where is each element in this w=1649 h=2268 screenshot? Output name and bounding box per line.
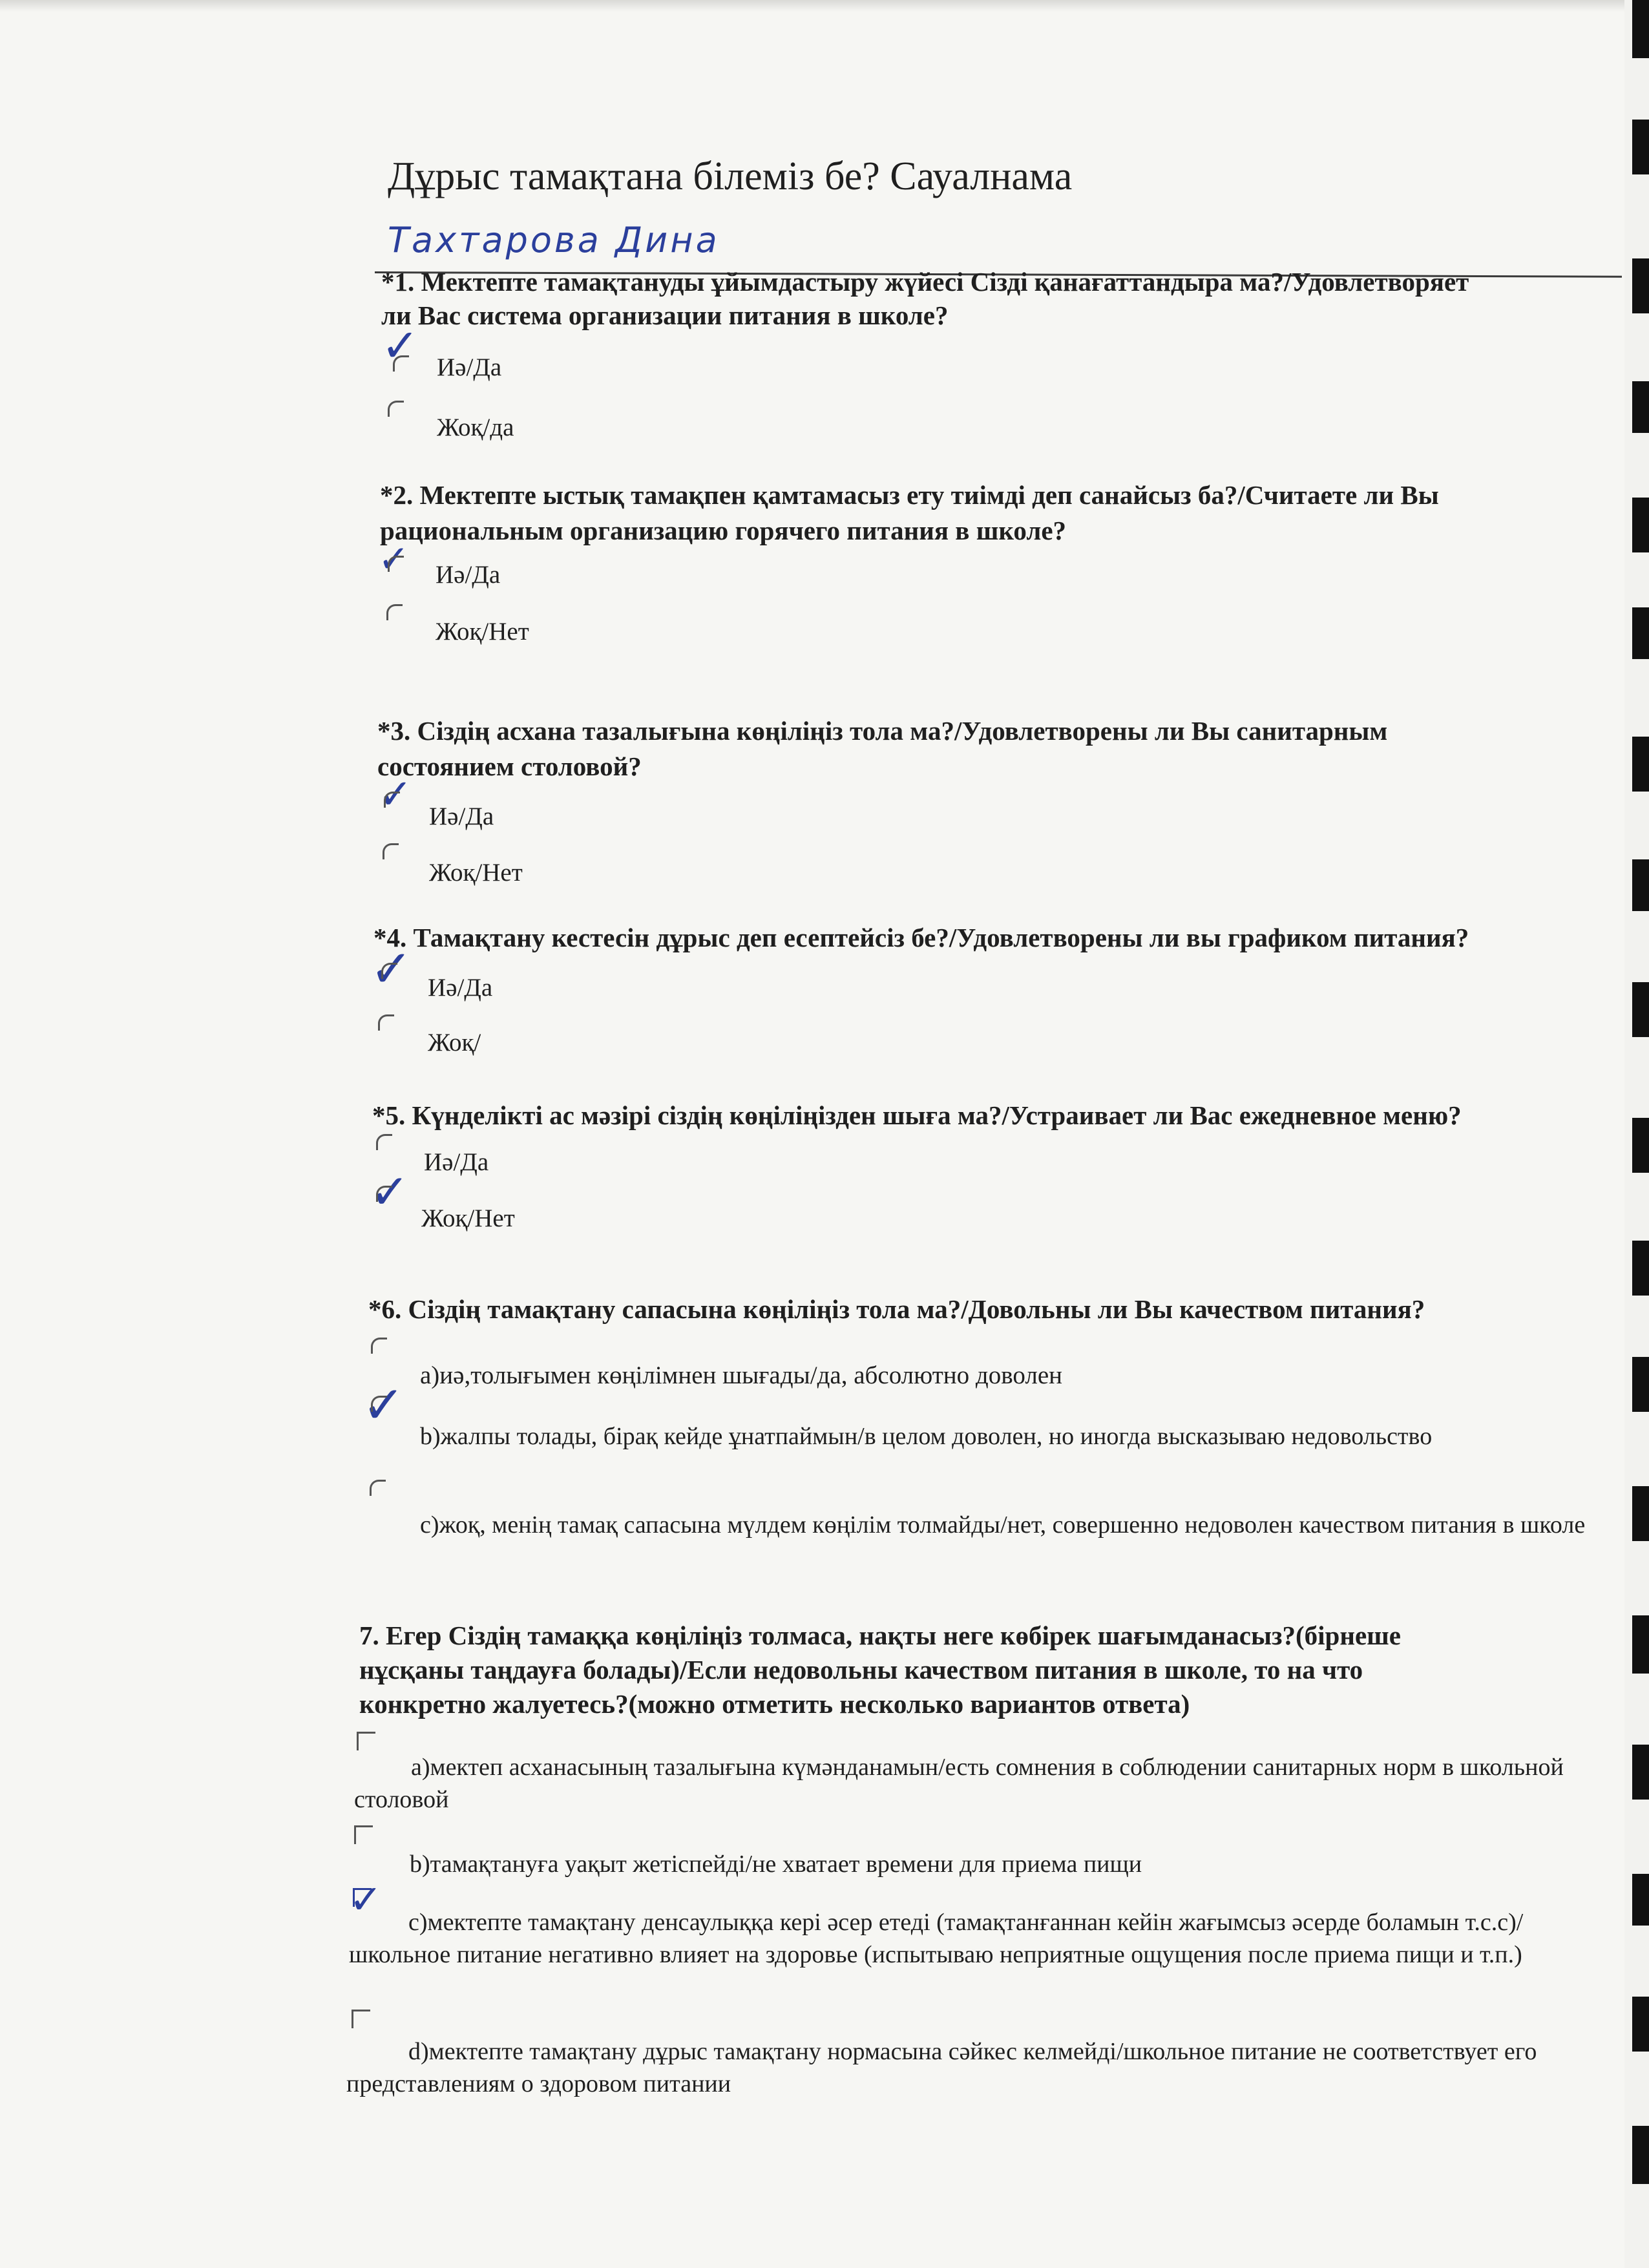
page-edge	[0, 0, 1649, 12]
question-3-text-cont: состоянием столовой?	[377, 751, 642, 781]
binding-mark	[1632, 1997, 1649, 2052]
radio-q6-b[interactable]	[371, 1396, 385, 1410]
question-2-text: *2. Мектепте ыстық тамақпен қамтамасыз ету тиімді деп санайсыз ба?/Считаете ли Вы	[380, 480, 1439, 510]
binding-mark	[1632, 1745, 1649, 1800]
question-7-text-cont2: конкретно жалуетесь?(можно отметить несколько вариантов ответа)	[359, 1689, 1190, 1719]
radio-q3-no[interactable]	[383, 843, 397, 857]
spiral-binding	[1624, 0, 1649, 2268]
radio-q4-yes[interactable]	[381, 963, 395, 977]
option-q1-no: Жоқ/да	[437, 414, 514, 441]
radio-q6-a[interactable]	[371, 1338, 385, 1352]
question-2-text-cont: рациональным организацию горячего питания в школе?	[380, 516, 1067, 545]
radio-q6-c[interactable]	[370, 1480, 384, 1494]
binding-mark	[1632, 381, 1649, 433]
checkmark-icon: ✓	[362, 1375, 406, 1435]
checkmark-icon: ✓	[378, 771, 413, 819]
option-q1-yes: Иә/Да	[437, 353, 502, 381]
binding-mark	[1632, 982, 1649, 1037]
question-1-text-cont: ли Вас система организации питания в школе?	[381, 300, 949, 330]
binding-mark	[1632, 1486, 1649, 1541]
question-3-text: *3. Сіздің асхана тазалығына көңіліңіз тола ма?/Удовлетворены ли Вы санитарным	[377, 716, 1388, 746]
option-q2-no: Жоқ/Нет	[436, 618, 529, 646]
checkmark-icon: ✓	[378, 537, 410, 581]
question-5-text: *5. Күнделікті ас мәзірі сіздің көңіліңізден шыға ма?/Устраивает ли Вас ежедневное меню?	[372, 1100, 1462, 1130]
option-q7-d: d)мектепте тамақтану дұрыс тамақтану нормасына сәйкес келмейді/школьное питание не соответствует его представлениям о здоровом питании	[346, 2038, 1537, 2097]
option-q5-no: Жоқ/Нет	[421, 1204, 515, 1232]
option-q4-yes: Иә/Да	[428, 974, 493, 1002]
option-q4-no: Жоқ/	[428, 1029, 481, 1056]
radio-q1-no[interactable]	[388, 401, 402, 415]
binding-mark	[1632, 1357, 1649, 1412]
checkbox-q7-d[interactable]	[352, 2010, 370, 2028]
question-7-text-cont: нұсқаны таңдауға болады)/Если недовольны качеством питания в школе, то на что	[359, 1655, 1363, 1685]
option-q6-b: b)жалпы толады, бірақ кейде ұнатпаймын/в целом доволен, но иногда высказываю недовольство	[420, 1423, 1433, 1450]
option-q5-yes: Иә/Да	[424, 1148, 489, 1176]
binding-mark	[1632, 737, 1649, 792]
respondent-name-handwritten: Тахтарова Дина	[388, 220, 720, 260]
binding-mark	[1632, 120, 1649, 174]
option-q6-c: c)жоқ, менің тамақ сапасына мүлдем көңілім толмайды/нет, совершенно недоволен качеством питания в школе	[420, 1511, 1586, 1538]
radio-q5-yes[interactable]	[376, 1134, 390, 1148]
option-q3-yes: Иә/Да	[429, 803, 494, 830]
binding-mark	[1632, 2126, 1649, 2184]
binding-mark	[1632, 607, 1649, 659]
option-q2-yes: Иә/Да	[436, 561, 501, 589]
question-1-text: *1. Мектепте тамақтануды ұйымдастыру жүйесі Сізді қанағаттандыра ма?/Удовлетворяет	[381, 267, 1469, 297]
binding-mark	[1632, 258, 1649, 313]
checkmark-icon: ✓	[349, 1876, 383, 1923]
radio-q2-yes[interactable]	[388, 556, 402, 570]
option-q7-c: c)мектепте тамақтану денсаулыққа кері әсер етеді (тамақтанғаннан кейін жағымсыз әсерде боламын т.с.с)/школьное питание негативно влияет на здоровье (испытываю неприятные ощущения после приема пищи и т.п.)	[349, 1909, 1524, 1968]
checkbox-q7-b[interactable]	[354, 1825, 373, 1844]
radio-q2-no[interactable]	[386, 604, 401, 618]
binding-mark	[1632, 1874, 1649, 1926]
option-q7-a: a)мектеп асханасының тазалығына күмәнданамын/есть сомнения в соблюдении санитарных норм в школьной столовой	[354, 1754, 1564, 1813]
checkbox-q7-a[interactable]	[357, 1732, 375, 1750]
survey-title: Дұрыс тамақтана білеміз бе? Сауалнама	[388, 154, 1073, 198]
checkmark-icon: ✓	[381, 319, 419, 372]
radio-q4-no[interactable]	[378, 1014, 392, 1029]
question-6-text: *6. Сіздің тамақтану сапасына көңіліңіз тола ма?/Довольны ли Вы качеством питания?	[368, 1294, 1425, 1324]
binding-mark	[1632, 498, 1649, 552]
option-q3-no: Жоқ/Нет	[429, 859, 523, 887]
option-q6-a: a)иә,толығымен көңілімнен шығады/да, абсолютно доволен	[420, 1361, 1063, 1389]
question-7-text: 7. Егер Сіздің тамаққа көңіліңіз толмаса, нақты неге көбірек шағымданасыз?(бірнеше	[359, 1621, 1401, 1650]
option-q7-b: b)тамақтануға уақыт жетіспейді/не хватает времени для приема пищи	[410, 1851, 1142, 1878]
binding-mark	[1632, 1118, 1649, 1173]
binding-mark	[1632, 859, 1649, 911]
binding-mark	[1632, 1615, 1649, 1674]
radio-q5-no[interactable]	[376, 1186, 390, 1200]
binding-mark	[1632, 0, 1649, 58]
radio-q1-yes[interactable]	[393, 355, 407, 370]
binding-mark	[1632, 1241, 1649, 1296]
checkmark-icon: ✓	[370, 939, 414, 999]
radio-q3-yes[interactable]	[384, 792, 398, 806]
checkmark-icon: ✓	[370, 1164, 410, 1220]
question-4-text: *4. Тамақтану кестесін дұрыс деп есептейсіз бе?/Удовлетворены ли вы графиком питания?	[373, 923, 1469, 952]
